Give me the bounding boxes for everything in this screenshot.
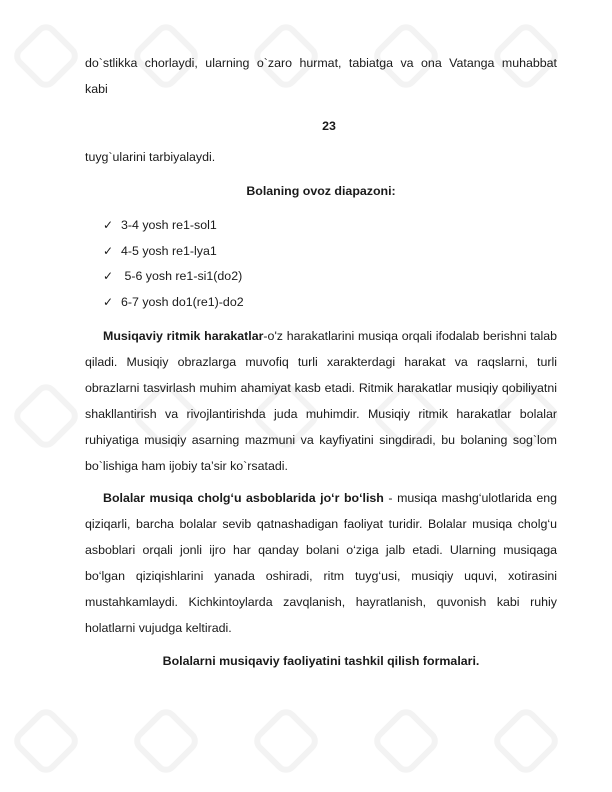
paragraph-lead-bold: Bolalar musiqa cholg‘u asboblarida jo‘r bo‘lish — [103, 491, 384, 505]
watermark-shape — [249, 704, 323, 778]
list-item — [103, 264, 403, 290]
paragraph-rhythmic-movements — [85, 323, 557, 479]
check-icon: ✓ — [103, 218, 114, 232]
paragraph-body: - musiqa mashg‘ulotlarida eng qiziqarli, barcha bolalar sevib qatnashadigan faoliyat turidir. Bolalar musiqa cholg‘u asboblari orqali jonli ijro har qanday bolani o‘ziga jalb etadi. Ularning musiqaga bo‘lgan qiziqishlarini yanada oshiradi, ritm tuyg‘usi, musiqiy uquvi, xotirasini mustahkamlaydi. Kichkintoylarda zavqlanish, hayratlanish, quvonish kabi ruhiy holatlarni vujudga keltiradi. — [85, 491, 557, 635]
watermark-shape — [9, 704, 83, 778]
list-item-label: 6-7 yosh do1(re1)-do2 — [121, 294, 244, 309]
watermark-shape — [9, 19, 83, 93]
watermark-shape — [489, 704, 563, 778]
list-item — [103, 213, 403, 239]
section-heading-voice-range: Bolaning ovoz diapazoni: — [246, 184, 396, 198]
list-item-label: 4-5 yosh re1-lya1 — [121, 243, 217, 258]
continuation-text: tuyg`ularini tarbiyalaydi. — [85, 150, 216, 164]
paragraph-lead-bold: Musiqaviy ritmik harakatlar — [103, 329, 264, 343]
check-icon: ✓ — [103, 243, 114, 258]
page-number: 23 — [322, 119, 336, 133]
list-item-label: 5-6 yosh re1-si1(do2) — [121, 269, 243, 284]
intro-line-1: do`stlikka chorlaydi, ularning o`zaro hurmat, tabiatga va ona Vatanga muhabbat — [85, 56, 557, 70]
paragraph-instruments — [85, 485, 557, 641]
watermark-shape — [369, 704, 443, 778]
watermark-row — [0, 715, 612, 775]
section-heading-forms: Bolalarni musiqaviy faoliyatini tashkil qilish formalari. — [162, 654, 480, 668]
paragraph-body: -o'z harakatlarini musiqa orqali ifodalab berishni talab qiladi. Musiqiy obrazlarga muvofiq turli xarakterdagi harakat va raqslarni, turli obrazlarni tasvirlash muhim ahamiyat kasb etadi. Ritmik harakatlar musiqiy qobiliyatni shakllantirish va rivojlantirishda juda muhimdir. Musiqiy ritmik harakatlar bolalar ruhiyatiga musiqiy asarning mazmuni va kayfiyatini singdiradi, bu bolaning sog`lom bo`lishiga ham ijobiy ta’sir ko`rsatadi. — [85, 329, 557, 473]
intro-line-2: kabi — [85, 82, 108, 96]
watermark-shape — [9, 379, 83, 453]
list-item-label: 3-4 yosh re1-sol1 — [121, 218, 217, 232]
list-item — [103, 239, 403, 265]
check-icon: ✓ — [103, 294, 114, 309]
check-icon: ✓ — [103, 269, 114, 284]
watermark-shape — [129, 704, 203, 778]
list-item — [103, 290, 403, 316]
voice-range-list — [103, 213, 403, 315]
